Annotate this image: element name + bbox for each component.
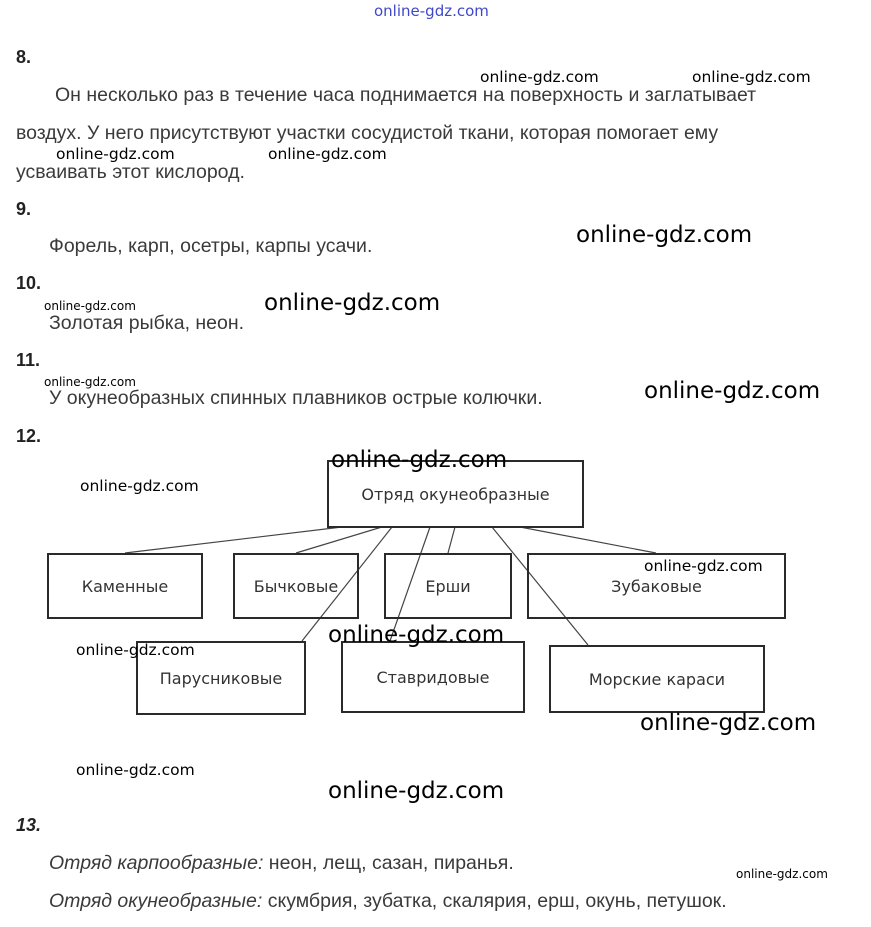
watermark: online-gdz.com bbox=[576, 222, 753, 248]
watermark: online-gdz.com bbox=[331, 447, 508, 473]
diagram-box-stavridovye bbox=[341, 641, 525, 713]
diagram-root-label: Отряд окунеобразные bbox=[361, 484, 550, 504]
watermark: online-gdz.com bbox=[44, 299, 136, 313]
question-9-number: 9. bbox=[16, 199, 32, 219]
diagram-label: Морские караси bbox=[588, 669, 726, 689]
watermark: online-gdz.com bbox=[76, 761, 195, 779]
question-13-row2 bbox=[49, 890, 727, 913]
watermark: online-gdz.com bbox=[76, 641, 195, 659]
diagram-label: Зубаковые bbox=[611, 576, 702, 596]
site-header: online-gdz.com bbox=[374, 2, 489, 20]
question-8-number: 8. bbox=[16, 47, 32, 67]
watermark: online-gdz.com bbox=[328, 778, 505, 804]
diagram-box-bychkovye bbox=[233, 553, 359, 619]
watermark: online-gdz.com bbox=[80, 477, 199, 495]
question-11-number: 11. bbox=[16, 350, 41, 370]
watermark: online-gdz.com bbox=[640, 710, 817, 736]
watermark: online-gdz.com bbox=[480, 68, 599, 86]
row2-items: скумбрия, зубатка, скалярия, ерш, окунь, петушок. bbox=[262, 890, 727, 912]
question-12-number: 12. bbox=[16, 426, 42, 446]
watermark: online-gdz.com bbox=[692, 68, 811, 86]
diagram-box-morskie-karasi bbox=[549, 645, 765, 713]
diagram-label: Бычковые bbox=[253, 576, 339, 596]
diagram-box-ershi bbox=[384, 553, 512, 619]
question-8-line1: Он несколько раз в течение часа поднимается на поверхность и заглатывает bbox=[55, 84, 757, 106]
watermark: online-gdz.com bbox=[736, 867, 828, 881]
connector-ershi bbox=[448, 527, 455, 553]
watermark: online-gdz.com bbox=[644, 557, 763, 575]
question-11-text: У окунеобразных спинных плавников острые колючки. bbox=[49, 387, 543, 409]
watermark: online-gdz.com bbox=[264, 290, 441, 316]
diagram-box-kamennye bbox=[47, 553, 203, 619]
watermark: online-gdz.com bbox=[644, 378, 821, 404]
question-8-line2: воздух. У него присутствуют участки сосудистой ткани, которая помогает ему bbox=[16, 122, 719, 144]
question-10-number: 10. bbox=[16, 273, 42, 293]
watermark: online-gdz.com bbox=[44, 375, 136, 389]
watermark: online-gdz.com bbox=[268, 145, 387, 163]
diagram-label: Ерши bbox=[425, 576, 471, 596]
connector-zubakovye bbox=[520, 527, 656, 553]
diagram-label: Ставридовые bbox=[376, 667, 490, 687]
question-13-row1 bbox=[49, 852, 514, 875]
watermark: online-gdz.com bbox=[328, 622, 505, 648]
row2-label: Отряд окунеобразные: bbox=[49, 890, 263, 912]
question-9-text: Форель, карп, осетры, карпы усачи. bbox=[49, 235, 373, 257]
question-10-text: Золотая рыбка, неон. bbox=[49, 312, 245, 334]
question-13-number: 13. bbox=[16, 815, 42, 835]
diagram-label: Парусниковые bbox=[159, 668, 283, 688]
row1-label: Отряд карпообразные: bbox=[49, 852, 264, 874]
question-8-line3: усваивать этот кислород. bbox=[16, 161, 245, 183]
diagram-label: Каменные bbox=[81, 576, 169, 596]
row1-items: неон, лещ, сазан, пиранья. bbox=[263, 852, 514, 874]
watermark: online-gdz.com bbox=[56, 145, 175, 163]
